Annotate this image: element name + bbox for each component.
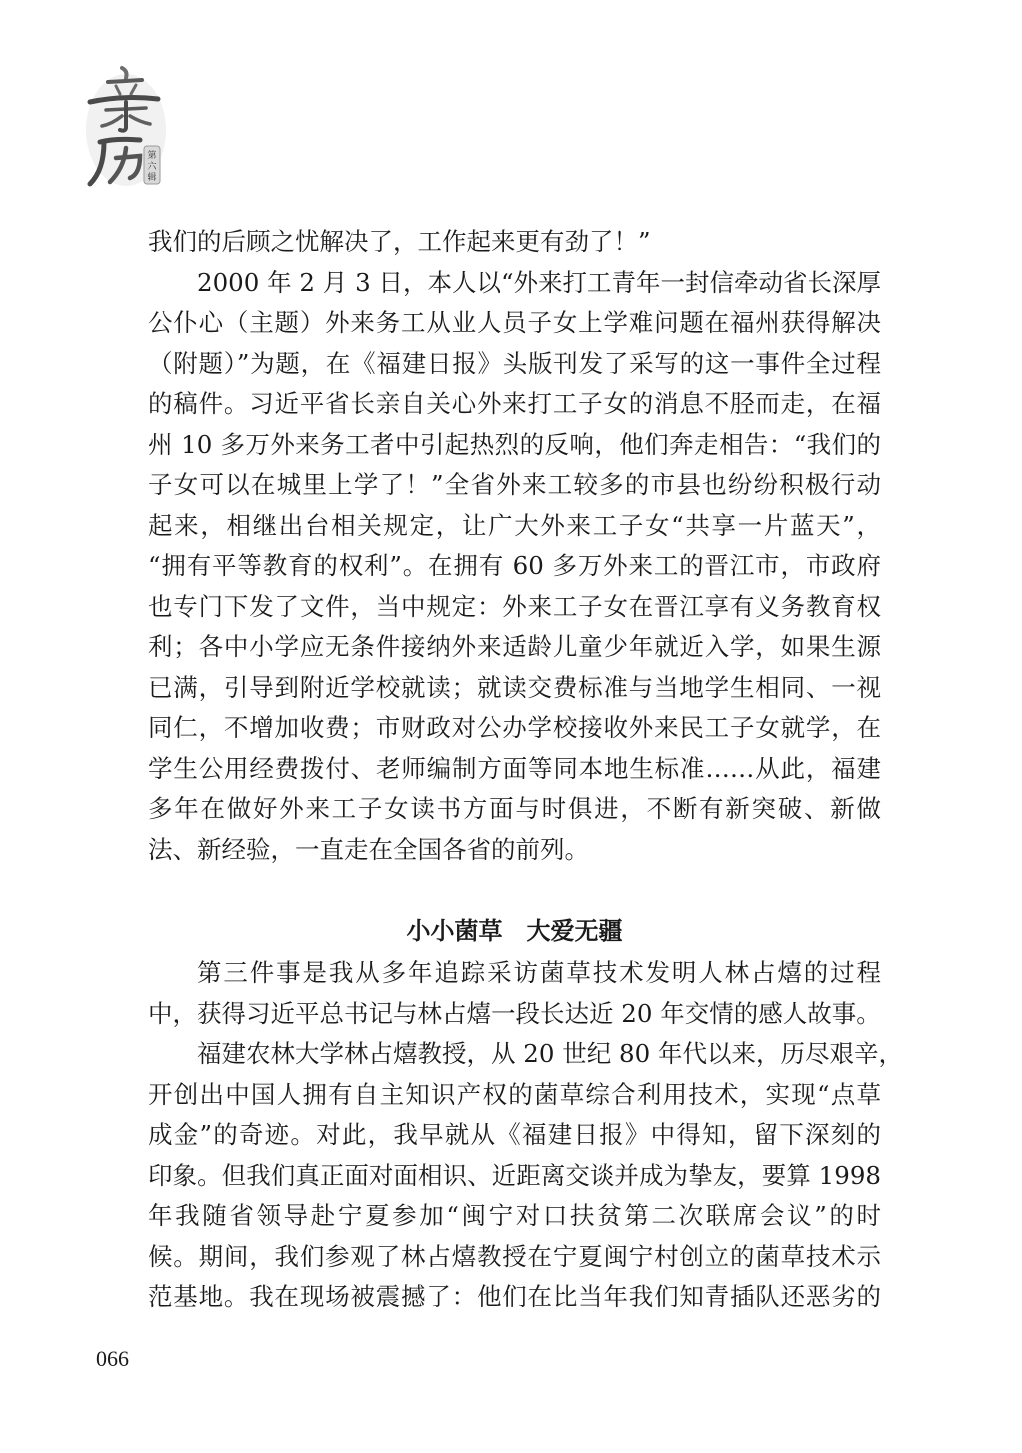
text-line: 第三件事是我从多年追踪采访菌草技术发明人林占熺的过程 <box>197 958 881 987</box>
logo-badge-char-2: 六 <box>147 162 157 172</box>
text-line: 中，获得习近平总书记与林占熺一段长达近 20 年交情的感人故事。 <box>148 998 881 1028</box>
brush-calligraphy-logo-icon <box>82 62 172 192</box>
paragraph-group-2 <box>148 953 903 1318</box>
text-line: 已满，引导到附近学校就读；就读交费标准与当地学生相同、一视 <box>148 672 881 702</box>
text-line: 开创出中国人拥有自主知识产权的菌草综合利用技术，实现“点草 <box>148 1079 881 1109</box>
section-heading: 小小菌草 大爱无疆 <box>406 917 623 945</box>
logo-badge-char-1: 第 <box>147 151 157 161</box>
text-line: 起来，相继出台相关规定，让广大外来工子女“共享一片蓝天”， <box>148 510 881 540</box>
series-logo <box>82 62 172 192</box>
article-body <box>148 222 903 1318</box>
text-line: 也专门下发了文件，当中规定：外来工子女在晋江享有义务教育权 <box>148 591 881 621</box>
text-line: 年我随省领导赴宁夏参加“闽宁对口扶贫第二次联席会议”的时 <box>148 1201 881 1230</box>
text-line: 公仆心（主题）外来务工从业人员子女上学难问题在福州获得解决 <box>148 308 881 337</box>
text-line: 法、新经验，一直走在全国各省的前列。 <box>148 834 589 864</box>
text-line: 利；各中小学应无条件接纳外来适龄儿童少年就近入学，如果生源 <box>148 632 881 661</box>
logo-badge-char-3: 辑 <box>147 173 157 183</box>
text-line: 多年在做好外来工子女读书方面与时俱进，不断有新突破、新做 <box>148 794 881 823</box>
text-line: 成金”的奇迹。对此，我早就从《福建日报》中得知，留下深刻的 <box>148 1120 881 1149</box>
text-line: “拥有平等教育的权利”。在拥有 60 多万外来工的晋江市，市政府 <box>148 551 881 580</box>
text-line: （附题）”为题，在《福建日报》头版刊发了采写的这一事件全过程 <box>148 348 881 378</box>
text-line: 我们的后顾之忧解决了，工作起来更有劲了！” <box>148 227 651 256</box>
page-number: 066 <box>96 1346 129 1371</box>
paragraph-group-1 <box>148 222 881 870</box>
text-line: 候。期间，我们参观了林占熺教授在宁夏闽宁村创立的菌草技术示 <box>148 1241 881 1271</box>
text-line: 同仁，不增加收费；市财政对公办学校接收外来民工子女就学，在 <box>148 713 881 742</box>
text-line: 的稿件。习近平省长亲自关心外来打工子女的消息不胫而走，在福 <box>148 389 881 418</box>
text-line: 子女可以在城里上学了！”全省外来工较多的市县也纷纷积极行动 <box>148 470 881 499</box>
text-line: 学生公用经费拨付、老师编制方面等同本地生标准……从此，福建 <box>148 753 881 783</box>
text-line: 福建农林大学林占熺教授，从 20 世纪 80 年代以来，历尽艰辛， <box>197 1039 903 1068</box>
text-line: 印象。但我们真正面对面相识、近距离交谈并成为挚友，要算 1998 <box>148 1160 881 1190</box>
text-line: 州 10 多万外来务工者中引起热烈的反响，他们奔走相告：“我们的 <box>148 429 881 459</box>
text-line: 范基地。我在现场被震撼了：他们在比当年我们知青插队还恶劣的 <box>148 1282 881 1311</box>
text-line: 2000 年 2 月 3 日，本人以“外来打工青年一封信牵动省长深厚 <box>197 267 881 297</box>
